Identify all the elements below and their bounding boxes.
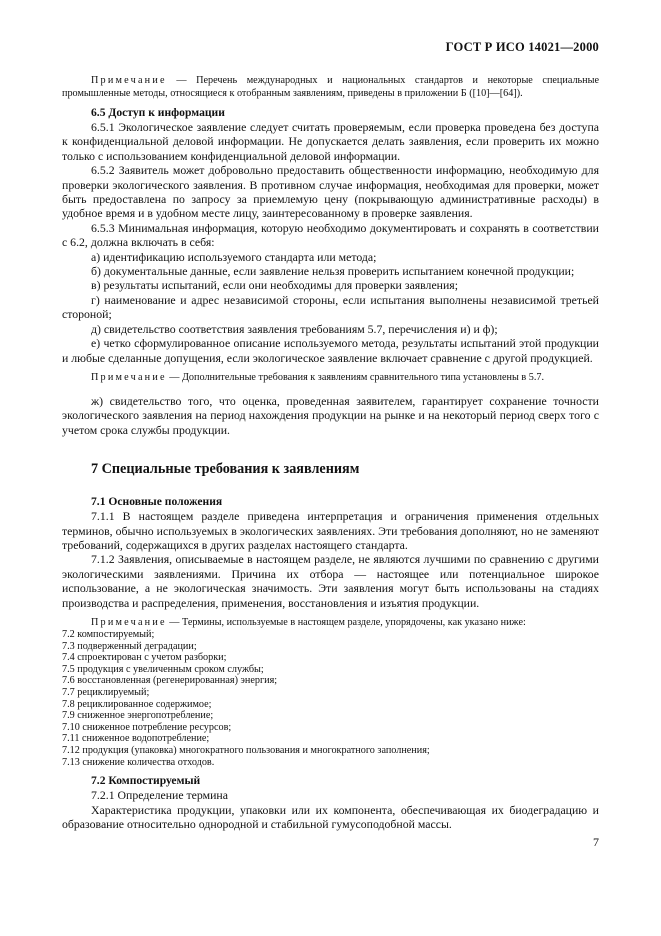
note-text: — Перечень международных и национальных стандартов и некоторые специальные промышленные методы, относящиеся к отобранным заявлениям, приведены в приложении Б ([10]—[64]). — [62, 75, 599, 99]
document-page — [62, 0, 599, 936]
term-item: 7.12 продукция (упаковка) многократного пользования и многократного заполнения; — [62, 744, 430, 756]
term-item: 7.8 рециклированное содержимое; — [62, 698, 212, 710]
section-heading-7-2: 7.2 Компостируемый — [91, 774, 201, 788]
list-item: д) свидетельство соответствия заявления требованиям 5.7, перечисления и) и ф); — [91, 321, 498, 336]
page-content — [62, 74, 599, 831]
definition-paragraph: Характеристика продукции, упаковки или их компонента, обеспечивающая их биодеградацию и образование относительно однородной и стабильной гумусоподобной массы. — [62, 802, 599, 831]
terms-list — [62, 629, 599, 768]
note-paragraph — [62, 371, 599, 384]
note-text: — Термины, используемые в настоящем разделе, упорядочены, как указано ниже: — [166, 616, 526, 628]
page-header: ГОСТ Р ИСО 14021—2000 — [445, 40, 599, 54]
term-item: 7.5 продукция с увеличенным сроком службы; — [62, 663, 264, 675]
list-item: б) документальные данные, если заявление нельзя проверить испытанием конечной продукции; — [91, 264, 575, 279]
paragraph-7-2-1: 7.2.1 Определение термина — [91, 788, 228, 803]
note-label: Примечание — [91, 75, 167, 86]
section-heading-7-1: 7.1 Основные положения — [91, 495, 223, 509]
paragraph-6-5-3: 6.5.3 Минимальная информация, которую необходимо документировать и сохранять в соответствии с 6.2, должна включать в себя: — [62, 220, 599, 250]
term-item: 7.7 рециклируемый; — [62, 686, 150, 698]
term-item: 7.10 сниженное потребление ресурсов; — [62, 721, 232, 733]
note-paragraph — [62, 616, 599, 629]
term-item: 7.11 сниженное водопотребление; — [62, 733, 210, 745]
paragraph-6-5-1: 6.5.1 Экологическое заявление следует считать проверяемым, если проверка проведена без доступа к конфиденциальной деловой информации. Не допускается делать заявления, если проверить их можно только с использованием конфиденциальной деловой информации. — [62, 120, 599, 163]
note-label: Примечание — [91, 616, 167, 628]
section-heading-6-5: 6.5 Доступ к информации — [91, 106, 225, 119]
list-item: в) результаты испытаний, если они необходимы для проверки заявления; — [91, 278, 459, 293]
term-item: 7.3 подверженный деградации; — [62, 640, 197, 652]
term-item: 7.9 сниженное энергопотребление; — [62, 710, 214, 722]
page-number: 7 — [593, 835, 599, 849]
note-paragraph — [62, 74, 599, 100]
list-item: е) четко сформулированное описание используемого метода, результаты испытаний этой продукции и любые сделанные допущения, если экологическое заявление включает сравнение с другой продукцией. — [62, 336, 599, 365]
list-item: а) идентификацию используемого стандарта или метода; — [91, 249, 377, 264]
term-item: 7.4 спроектирован с учетом разборки; — [62, 652, 227, 664]
term-item: 7.2 компостируемый; — [62, 628, 155, 640]
list-item: г) наименование и адрес независимой стороны, если испытания выполнены независимой третьей стороной; — [62, 292, 599, 322]
term-item: 7.13 снижение количества отходов. — [62, 756, 215, 768]
list-item: ж) свидетельство того, что оценка, проведенная заявителем, гарантирует сохранение точности экологического заявления на период нахождения продукции на рынке и на некоторый период сверх того с учетом срока службы продукции. — [62, 393, 599, 437]
paragraph-7-1-1: 7.1.1 В настоящем разделе приведена интерпретация и ограничения применения отдельных терминов, обычно используемых в экологических заявлениях. Эти требования дополняют, но не заменяют требований, содержащихся в других разделах настоящего стандарта. — [62, 509, 599, 552]
note-text: — Дополнительные требования к заявлениям сравнительного типа установлены в 5.7. — [166, 371, 545, 383]
section-heading-7: 7 Специальные требования к заявлениям — [91, 461, 360, 478]
note-label: Примечание — [91, 371, 167, 383]
paragraph-6-5-2: 6.5.2 Заявитель может добровольно предоставить общественности информацию, необходимую для проверки экологического заявления. В противном случае информация, необходимая для проверки, может быть предоставлена по запросу за приемлемую цену (покрывающую административные расходы) в удобное время и в удобном месте лицу, заинтересованному в проверке заявления. — [62, 163, 599, 221]
term-item: 7.6 восстановленная (регенерированная) энергия; — [62, 675, 278, 687]
paragraph-7-1-2: 7.1.2 Заявления, описываемые в настоящем разделе, не являются лучшими по сравнению с другими экологическими заявлениями. Причина их отбора — настоящее или потенциальное широкое использование, а не экологическая значимость. Эти заявления могут быть использованы на стадиях производства и распределения, применения, восстановления и изъятия продукции. — [62, 552, 599, 610]
